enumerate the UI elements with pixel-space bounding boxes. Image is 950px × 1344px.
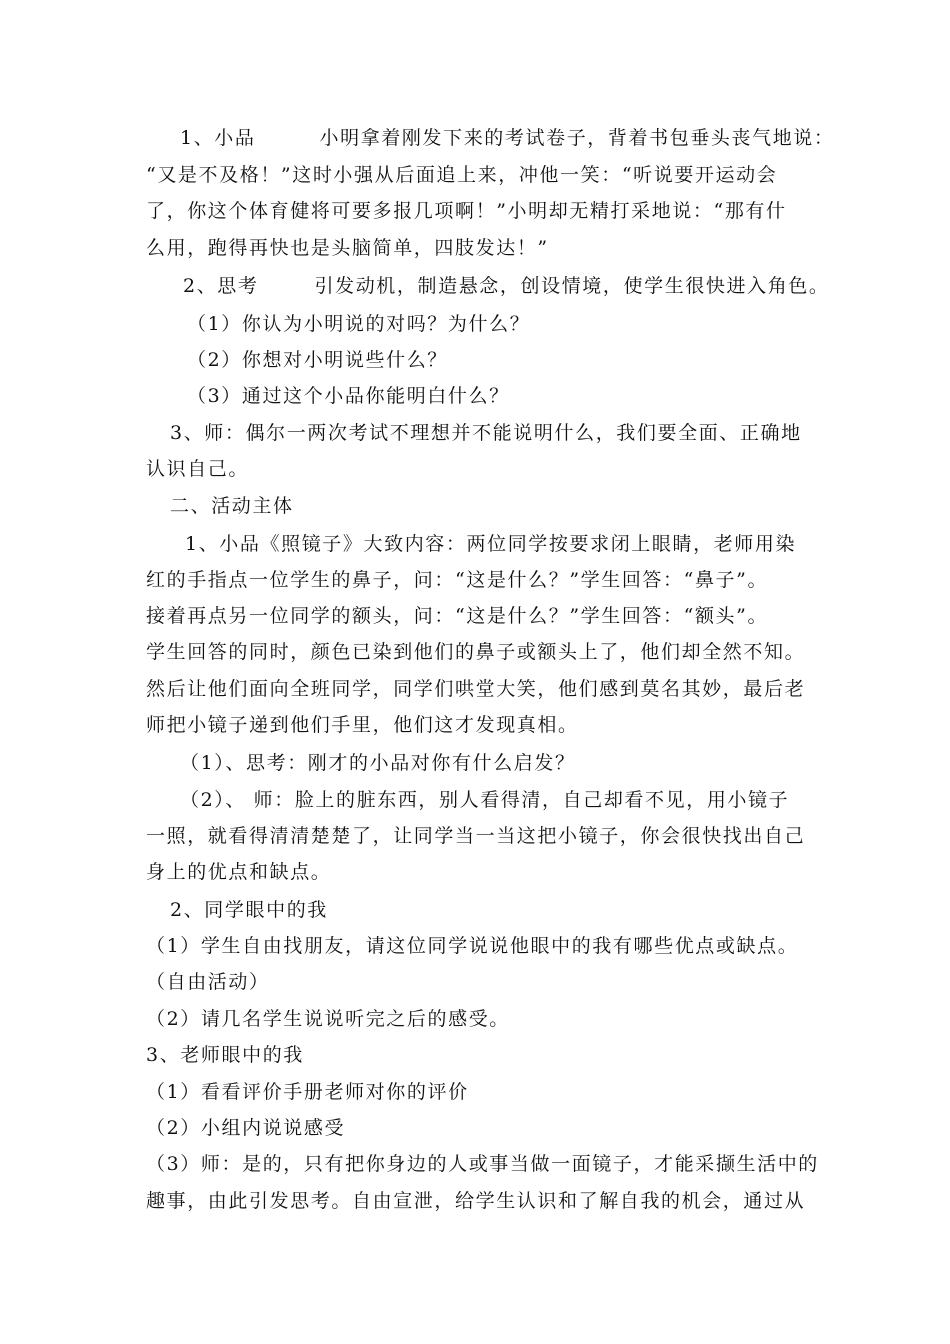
intro-item1-line1	[180, 126, 835, 150]
peer-view-item-1: （1）学生自由找朋友，请这位同学说说他眼中的我有哪些优点或缺点。	[146, 935, 799, 957]
teacher-view-heading: 3、老师眼中的我	[146, 1044, 304, 1066]
intro-item2-text: 引发动机，制造悬念，创设情境，使学生很快进入角色。	[314, 275, 830, 297]
skit-paragraph-line1: 1、小品《照镜子》大致内容：两位同学按要求闭上眼睛，老师用染	[185, 533, 797, 555]
intro-item2-line1	[183, 274, 830, 298]
peer-view-item-1-note: （自由活动）	[146, 971, 270, 993]
skit-paragraph-line2: 红的手指点一位学生的鼻子，问：“这是什么？”学生回答：“鼻子”。	[146, 569, 769, 591]
skit-teacher-line3: 身上的优点和缺点。	[146, 861, 332, 883]
intro-question-3: （3）通过这个小品你能明白什么？	[187, 385, 510, 407]
skit-teacher-line1: （2）、 师：脸上的脏东西，别人看得清，自己却看不见，用小镜子	[180, 789, 790, 811]
intro-item1-line2: “又是不及格！”这时小强从后面追上来，冲他一笑：“听说要开运动会	[146, 164, 778, 186]
section-heading-activity-main: 二、活动主体	[170, 495, 294, 517]
skit-paragraph-line5: 然后让他们面向全班同学，同学们哄堂大笑，他们感到莫名其妙，最后老	[146, 678, 806, 700]
skit-paragraph-line6: 师把小镜子递到他们手里，他们这才发现真相。	[146, 714, 579, 736]
teacher-view-item-2: （2）小组内说说感受	[146, 1117, 346, 1139]
skit-think-question: （1）、思考：刚才的小品对你有什么启发？	[180, 752, 576, 774]
skit-teacher-line2: 一照，就看得清清楚楚了，让同学当一当这把小镜子，你会很快找出自己	[146, 825, 806, 847]
intro-item3-line1: 3、师：偶尔一两次考试不理想并不能说明什么，我们要全面、正确地	[170, 422, 802, 444]
intro-question-1: （1）你认为小明说的对吗？为什么？	[187, 313, 531, 335]
teacher-view-item-1: （1）看看评价手册老师对你的评价	[146, 1081, 469, 1103]
intro-item1-line4: 么用，跑得再快也是头脑简单，四肢发达！”	[146, 237, 549, 259]
intro-question-2: （2）你想对小明说些什么？	[187, 349, 448, 371]
intro-item1-line3: 了，你这个体育健将可要多报几项啊！”小明却无精打采地说：“那有什	[146, 200, 787, 222]
peer-view-item-2: （2）请几名学生说说听完之后的感受。	[146, 1008, 510, 1030]
intro-item2-number: 2、思考	[183, 275, 259, 297]
skit-paragraph-line3: 接着再点另一位同学的额头，问：“这是什么？”学生回答：“额头”。	[146, 605, 769, 627]
intro-item1-number: 1、小品	[180, 127, 256, 149]
teacher-view-item-3-line1: （3）师：是的，只有把你身边的人或事当做一面镜子，才能采撷生活中的	[146, 1153, 819, 1175]
skit-paragraph-line4: 学生回答的同时，颜色已染到他们的鼻子或额头上了，他们却全然不知。	[146, 641, 806, 663]
intro-item1-text: 小明拿着刚发下来的考试卷子，背着书包垂头丧气地说：	[319, 127, 835, 149]
intro-item3-line2: 认识自己。	[146, 458, 250, 480]
peer-view-heading: 2、同学眼中的我	[170, 899, 328, 921]
teacher-view-item-3-line2: 趣事，由此引发思考。自由宣泄，给学生认识和了解自我的机会，通过从	[146, 1190, 806, 1212]
